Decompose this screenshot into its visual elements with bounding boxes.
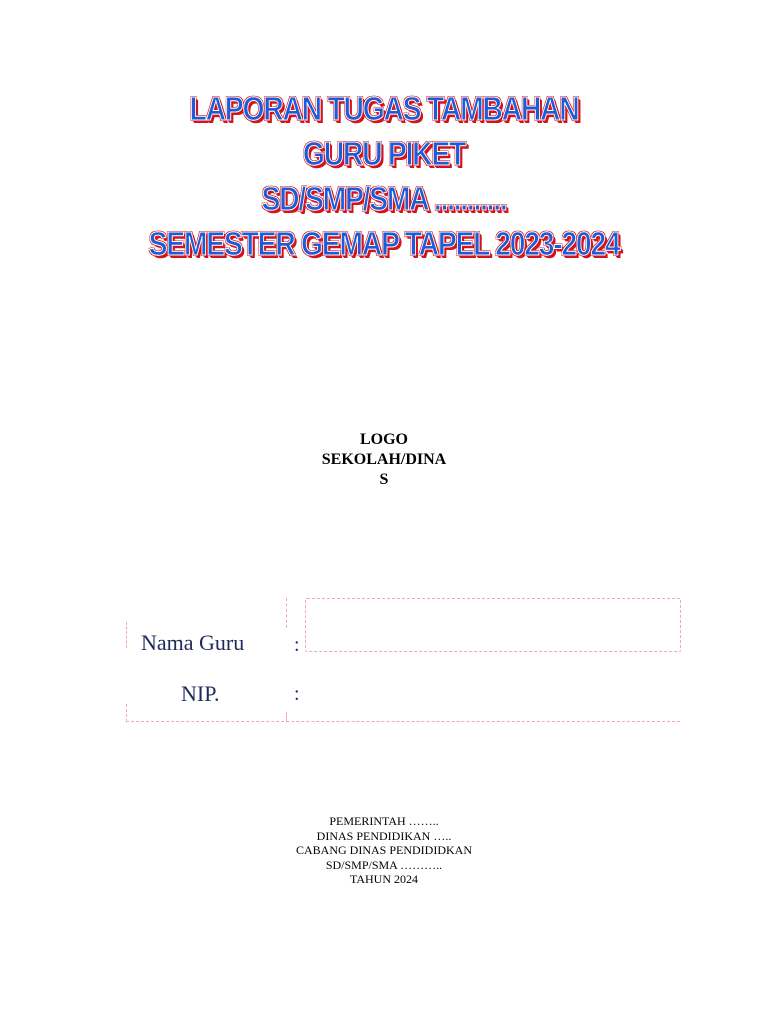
frame-left-dash-top bbox=[126, 622, 127, 648]
title-line-4: SEMESTER GEMAP TAPEL 2023-2024 bbox=[148, 225, 620, 262]
frame-divider-top bbox=[286, 598, 287, 628]
title-line-2: GURU PIKET bbox=[302, 135, 466, 172]
nip-label: NIP. bbox=[181, 681, 220, 706]
footer-line-4: SD/SMP/SMA ……….. bbox=[325, 857, 443, 872]
frame-bottom-line bbox=[126, 721, 680, 722]
logo-placeholder bbox=[284, 430, 484, 490]
logo-line-3: S bbox=[379, 471, 389, 488]
logo-line-2: SEKOLAH/DINA bbox=[321, 451, 447, 468]
footer-line-5: TAHUN 2024 bbox=[349, 872, 419, 886]
name-input-box[interactable] bbox=[305, 598, 681, 652]
report-title bbox=[0, 86, 768, 266]
name-label: Nama Guru bbox=[141, 630, 245, 655]
logo-line-1: LOGO bbox=[359, 431, 408, 448]
title-line-1: LAPORAN TUGAS TAMBAHAN bbox=[189, 90, 579, 127]
footer-line-3: CABANG DINAS PENDIDIDKAN bbox=[296, 843, 472, 857]
title-line-3: SD/SMP/SMA ........... bbox=[261, 180, 507, 217]
frame-left-dash-bottom bbox=[126, 704, 127, 722]
footer-line-2: DINAS PENDIDIKAN ….. bbox=[316, 828, 452, 843]
name-colon: : bbox=[294, 634, 300, 656]
nip-colon: : bbox=[294, 683, 300, 705]
footer-line-1: PEMERINTAH …….. bbox=[329, 814, 439, 828]
footer-institution bbox=[234, 814, 534, 887]
